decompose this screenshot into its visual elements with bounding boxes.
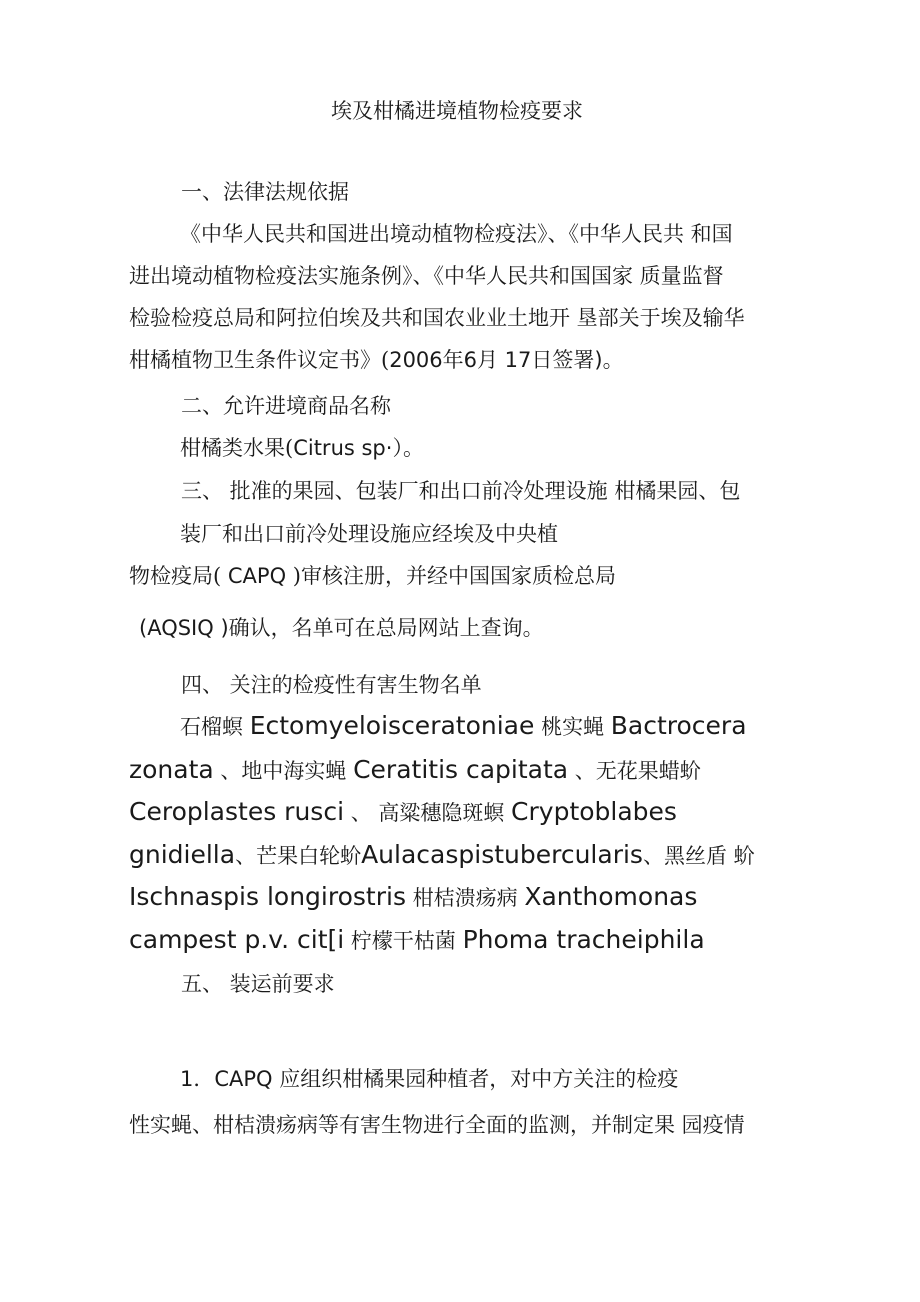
section-3-line-1: 三、 批准的果园、包装厂和出口前冷处理设施 柑橘果园、包 (181, 479, 741, 503)
capq-label: CAPQ (221, 564, 293, 588)
pest-name-cn: 、 高粱穗隐斑螟 (344, 801, 512, 825)
item-number-capq: 1．CAPQ (180, 1067, 273, 1091)
signing-date: 2006年6月 17日签署)。 (389, 348, 624, 372)
pest-row-5 (129, 882, 697, 913)
pest-name-latin: Bactrocera (610, 711, 747, 740)
section-3-line-4-text: 确认，名单可在总局网站上查询。 (228, 616, 544, 640)
pest-name-latin: Ectomyeloisceratoniae (249, 711, 535, 740)
pest-name-cn: 、地中海实蝇 (213, 759, 354, 783)
pest-row-3 (129, 797, 677, 828)
commodity-latin: Citrus sp· (293, 436, 393, 460)
pest-name-cn: 桃实蝇 (534, 715, 611, 739)
section-5-heading: 五、 装运前要求 (181, 972, 335, 996)
section-2-line-1 (180, 433, 424, 463)
pest-name-latin: Xanthomonas (524, 882, 698, 911)
pest-name-cn: 、芒果白轮蚧 (235, 844, 362, 868)
pest-name-cn: 、无花果蜡蚧 (568, 759, 701, 783)
pest-name-latin: zonata (129, 755, 214, 784)
pest-row-2 (129, 755, 701, 786)
pest-row-1 (180, 711, 747, 742)
pest-name-latin: Phoma tracheiphila (462, 925, 705, 954)
section-1-line-1: 《中华人民共和国进出境动植物检疫法》、《中华人民共 和国 (180, 222, 733, 246)
section-1-line-4-text: 柑橘植物卫生条件议定书》( (129, 348, 390, 372)
pest-name-cn: 柠檬干枯菌 (344, 929, 463, 953)
aqsiq-label: (AQSIQ ) (139, 616, 229, 640)
section-3-line-2: 装厂和出口前冷处理设施应经埃及中央植 (180, 522, 558, 546)
section-1-heading: 一、法律法规依据 (181, 180, 349, 204)
pest-name-latin: Aulacaspistubercularis (361, 840, 643, 869)
pest-name-latin: campest p.v. cit[i (129, 925, 345, 954)
pest-name-cn: 柑桔溃疡病 (405, 886, 525, 910)
section-1-line-2: 进出境动植物检疫法实施条例》、《中华人民共和国国家 质量监督 (129, 264, 724, 288)
section-3-line-4 (139, 613, 544, 643)
commodity-close: ）。 (392, 436, 424, 460)
section-5-para-1-line-1 (180, 1064, 678, 1094)
section-1-line-3: 检验检疫总局和阿拉伯埃及共和国农业业土地开 垦部关于埃及输华 (129, 306, 745, 330)
pest-name-latin: Ceratitis capitata (353, 755, 569, 784)
section-3-line-3-rest: )审核注册，并经中国国家质检总局 (292, 564, 616, 588)
section-5-para-1-line-2: 性实蝇、柑桔溃疡病等有害生物进行全面的监测，并制定果 园疫情 (129, 1113, 745, 1137)
section-3-line-3 (129, 561, 616, 591)
pest-name-latin: Ischnaspis longirostris (129, 882, 406, 911)
pest-name-cn: 、黑丝盾 蚧 (642, 844, 755, 868)
commodity-name: 柑橘类水果( (180, 436, 294, 460)
section-1-line-4 (129, 345, 624, 375)
section-4-heading: 四、 关注的检疫性有害生物名单 (181, 673, 482, 697)
pest-name-latin: Cryptoblabes (511, 797, 677, 826)
pest-name-cn: 石榴螟 (180, 715, 250, 739)
section-3-line-3-text: 物检疫局( (129, 564, 222, 588)
pest-row-6 (129, 925, 705, 956)
section-2-heading: 二、允许进境商品名称 (181, 394, 391, 418)
pest-row-4 (129, 840, 755, 871)
pest-name-latin: gnidiella (129, 840, 236, 869)
para-1-text: 应组织柑橘果园种植者，对中方关注的检疫 (272, 1067, 679, 1091)
document-title: 埃及柑橘进境植物检疫要求 (331, 99, 583, 123)
pest-name-latin: Ceroplastes rusci (129, 797, 345, 826)
